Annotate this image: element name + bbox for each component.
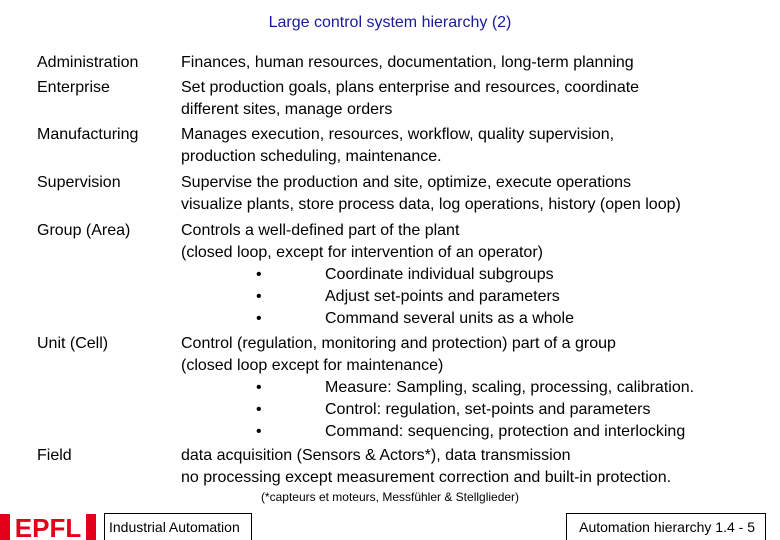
- desc-enterprise-line2: different sites, manage orders: [181, 101, 393, 118]
- bullet-marker: •: [256, 379, 262, 396]
- level-label-manufacturing: Manufacturing: [37, 126, 139, 143]
- group-bullet-3: Command several units as a whole: [325, 310, 575, 327]
- level-label-supervision: Supervision: [37, 174, 121, 191]
- unit-bullet-3: Command: sequencing, protection and interlocking: [325, 423, 686, 440]
- desc-field-line1: data acquisition (Sensors & Actors*), data transmission: [181, 447, 571, 464]
- desc-administration: Finances, human resources, documentation, long-term planning: [181, 54, 634, 71]
- desc-supervision-line1: Supervise the production and site, optimize, execute operations: [181, 174, 632, 191]
- desc-unit-line1: Control (regulation, monitoring and protection) part of a group: [181, 335, 616, 352]
- group-bullet-1: Coordinate individual subgroups: [325, 266, 554, 283]
- level-label-unit: Unit (Cell): [37, 335, 109, 352]
- level-label-enterprise: Enterprise: [37, 79, 110, 96]
- bullet-marker: •: [256, 401, 262, 418]
- level-label-field: Field: [37, 447, 72, 464]
- unit-bullet-2: Control: regulation, set-points and parameters: [325, 401, 651, 418]
- desc-group-line1: Controls a well-defined part of the plant: [181, 222, 460, 239]
- bullet-marker: •: [256, 266, 262, 283]
- slide-title: Large control system hierarchy (2): [268, 14, 512, 31]
- group-bullet-2: Adjust set-points and parameters: [325, 288, 560, 305]
- footer-page-info: Automation hierarchy 1.4 - 5: [566, 513, 766, 540]
- level-label-administration: Administration: [37, 54, 139, 71]
- footnote: (*capteurs et moteurs, Messfühler & Stellglieder): [260, 490, 520, 504]
- unit-bullet-1: Measure: Sampling, scaling, processing, calibration.: [325, 379, 695, 396]
- desc-unit-line2: (closed loop except for maintenance): [181, 357, 444, 374]
- desc-manufacturing-line2: production scheduling, maintenance.: [181, 148, 442, 165]
- level-label-group: Group (Area): [37, 222, 131, 239]
- bullet-marker: •: [256, 310, 262, 327]
- desc-manufacturing-line1: Manages execution, resources, workflow, quality supervision,: [181, 126, 615, 143]
- desc-enterprise-line1: Set production goals, plans enterprise and resources, coordinate: [181, 79, 640, 96]
- desc-supervision-line2: visualize plants, store process data, log operations, history (open loop): [181, 196, 681, 213]
- epfl-logo-text: EPFL: [14, 513, 82, 540]
- desc-group-line2: (closed loop, except for intervention of an operator): [181, 244, 543, 261]
- epfl-logo: [0, 510, 96, 540]
- desc-field-line2: no processing except measurement correction and built-in protection.: [181, 469, 672, 486]
- bullet-marker: •: [256, 288, 262, 305]
- bullet-marker: •: [256, 423, 262, 440]
- footer-course-title: Industrial Automation: [104, 513, 252, 540]
